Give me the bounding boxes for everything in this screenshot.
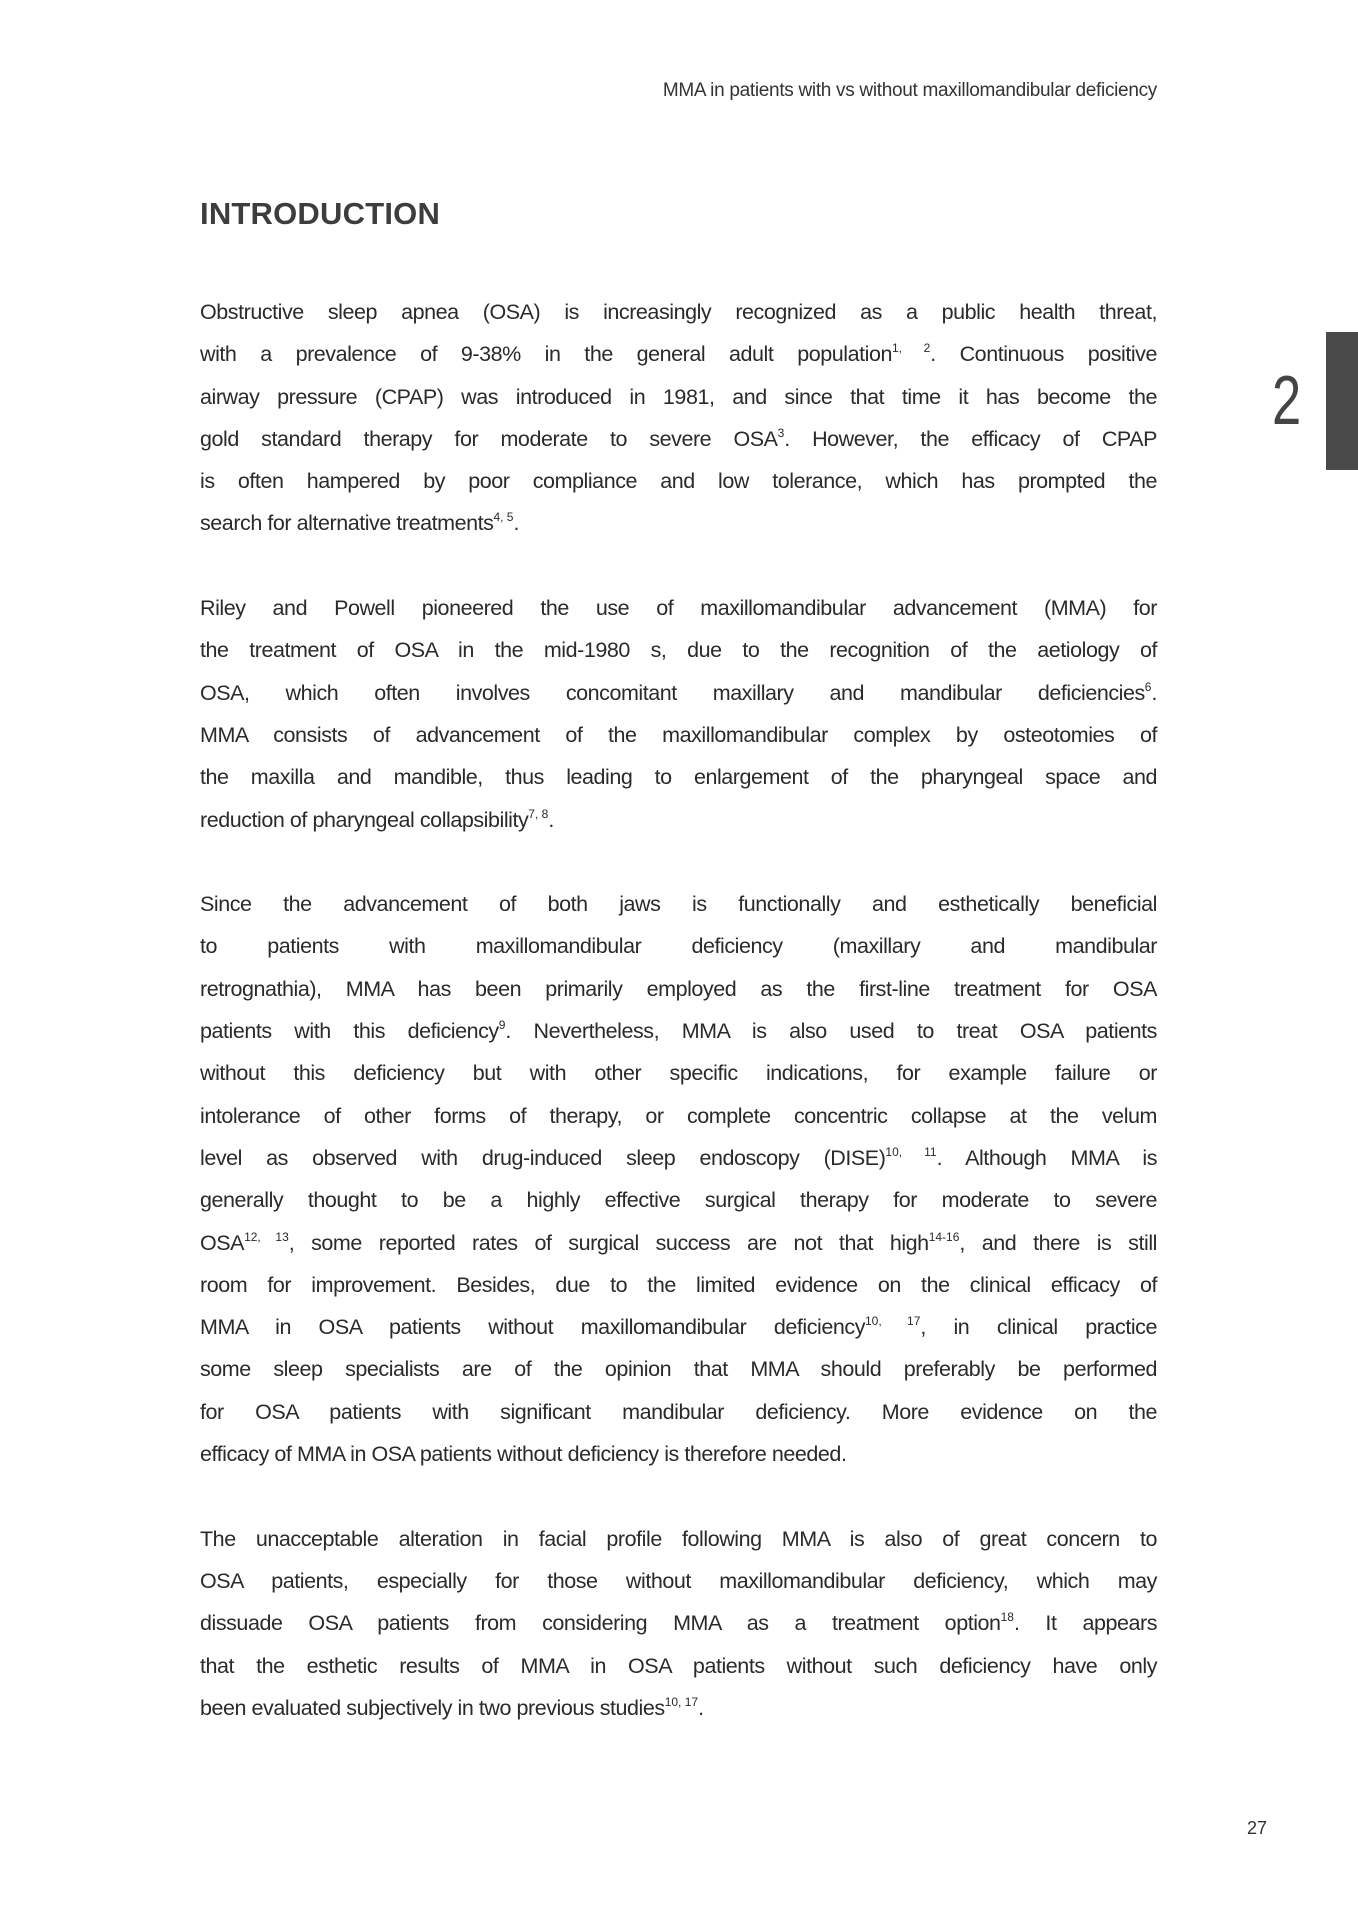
text-run: dissuade OSA patients from considering MMA as a treatment option <box>200 1611 1001 1636</box>
text-line <box>200 756 1157 798</box>
text-line <box>200 1264 1157 1306</box>
chapter-tab <box>1326 332 1358 470</box>
text-run: . <box>1151 680 1157 705</box>
citation-superscript: 10, 11 <box>885 1144 937 1159</box>
citation-superscript: 12, 13 <box>244 1229 289 1244</box>
text-run: Riley and Powell pioneered the use of maxillomandibular advancement (MMA) for <box>200 596 1157 621</box>
text-run: MMA in OSA patients without maxillomandibular deficiency <box>200 1315 865 1340</box>
running-header: MMA in patients with vs without maxillomandibular deficiency <box>662 80 1157 101</box>
text-run: OSA patients, especially for those without maxillomandibular deficiency, which may <box>200 1568 1157 1593</box>
text-run: intolerance of other forms of therapy, or complete concentric collapse at the velum <box>200 1103 1157 1128</box>
text-line <box>200 587 1157 629</box>
text-run: . It appears <box>1013 1611 1157 1636</box>
section-heading: INTRODUCTION <box>200 196 441 231</box>
citation-superscript: 6 <box>1144 679 1152 694</box>
citation-superscript: 7, 8 <box>528 806 549 821</box>
text-run: . <box>513 511 520 536</box>
text-line <box>200 1222 1157 1264</box>
text-line <box>200 1137 1157 1179</box>
citation-superscript: 4, 5 <box>493 510 514 525</box>
body-text <box>200 291 1157 1771</box>
text-run: that the esthetic results of MMA in OSA patients without such deficiency have only <box>200 1653 1157 1678</box>
text-line <box>200 376 1157 418</box>
paragraph <box>200 883 1157 1475</box>
text-run: search for alternative treatments <box>200 511 494 536</box>
text-run: level as observed with drug-induced sleep endoscopy (DISE) <box>200 1145 886 1170</box>
text-line <box>200 333 1157 375</box>
text-line <box>200 460 1157 502</box>
text-line <box>200 1348 1157 1390</box>
citation-superscript: 10, 17 <box>664 1694 699 1709</box>
text-line <box>200 418 1157 460</box>
text-line <box>200 799 1157 841</box>
text-line <box>200 1391 1157 1433</box>
text-line <box>200 1179 1157 1221</box>
paragraph <box>200 1518 1157 1729</box>
text-line <box>200 1095 1157 1137</box>
text-run: patients with this deficiency <box>200 1019 499 1044</box>
citation-superscript: 9 <box>498 1018 506 1033</box>
text-run: . Continuous positive <box>930 342 1157 367</box>
text-run: Obstructive sleep apnea (OSA) is increasingly recognized as a public health threat, <box>200 300 1157 324</box>
text-line <box>200 502 1157 544</box>
citation-superscript: 3 <box>777 425 785 440</box>
text-run: Since the advancement of both jaws is functionally and esthetically beneficial <box>200 892 1157 917</box>
text-run: MMA consists of advancement of the maxillomandibular complex by osteotomies of <box>200 722 1157 747</box>
text-run: . However, the efficacy of CPAP <box>784 426 1157 451</box>
text-line <box>200 968 1157 1010</box>
text-line <box>200 672 1157 714</box>
text-run: . <box>548 807 554 832</box>
paragraph <box>200 587 1157 841</box>
citation-superscript: 1, 2 <box>891 341 931 356</box>
text-run: generally thought to be a highly effective surgical therapy for moderate to severe <box>200 1188 1157 1213</box>
text-run: . Although MMA is <box>936 1145 1158 1170</box>
text-run: is often hampered by poor compliance and low tolerance, which has prompted the <box>200 469 1157 494</box>
text-run: without this deficiency but with other specific indications, for example failure or <box>200 1061 1157 1086</box>
text-line <box>200 1052 1157 1094</box>
text-run: the maxilla and mandible, thus leading to enlargement of the pharyngeal space and <box>200 765 1157 790</box>
citation-superscript: 10, 17 <box>865 1314 921 1329</box>
text-run: to patients with maxillomandibular deficiency (maxillary and mandibular <box>200 934 1157 959</box>
text-run: . <box>698 1695 704 1720</box>
text-line <box>200 1645 1157 1687</box>
text-run: The unacceptable alteration in facial profile following MMA is also of great concern to <box>200 1526 1157 1551</box>
text-line <box>200 714 1157 756</box>
text-run: for OSA patients with significant mandibular deficiency. More evidence on the <box>200 1399 1157 1424</box>
citation-superscript: 14-16 <box>928 1229 960 1244</box>
text-run: , and there is still <box>959 1230 1157 1255</box>
text-run: . Nevertheless, MMA is also used to treat OSA patients <box>505 1019 1157 1044</box>
page-number: 27 <box>1247 1818 1268 1838</box>
text-line <box>200 1518 1157 1560</box>
text-line <box>200 1560 1157 1602</box>
text-run: been evaluated subjectively in two previous studies <box>200 1695 665 1720</box>
citation-superscript: 18 <box>1000 1610 1014 1625</box>
chapter-number: 2 <box>1272 361 1302 439</box>
text-run: , some reported rates of surgical success are not that high <box>288 1230 929 1255</box>
text-line <box>200 1687 1157 1729</box>
text-run: the treatment of OSA in the mid-1980 s, due to the recognition of the aetiology of <box>200 638 1157 663</box>
text-line <box>200 291 1157 333</box>
text-run: some sleep specialists are of the opinion that MMA should preferably be performed <box>200 1357 1157 1382</box>
text-line <box>200 925 1157 967</box>
text-run: OSA, which often involves concomitant maxillary and mandibular deficiencies <box>200 680 1145 705</box>
text-line <box>200 883 1157 925</box>
text-run: gold standard therapy for moderate to severe OSA <box>200 426 778 451</box>
text-run: room for improvement. Besides, due to the limited evidence on the clinical efficacy of <box>200 1272 1157 1297</box>
paragraph <box>200 291 1157 545</box>
text-run: airway pressure (CPAP) was introduced in 1981, and since that time it has become the <box>200 384 1157 409</box>
text-line <box>200 1010 1157 1052</box>
text-line <box>200 1306 1157 1348</box>
text-line <box>200 629 1157 671</box>
text-run: with a prevalence of 9-38% in the general adult population <box>200 342 892 367</box>
text-run: OSA <box>200 1230 245 1255</box>
text-run: , in clinical practice <box>920 1315 1157 1340</box>
text-line <box>200 1602 1157 1644</box>
text-line <box>200 1433 1157 1475</box>
text-run: retrognathia), MMA has been primarily employed as the first-line treatment for OSA <box>200 976 1157 1001</box>
text-run: efficacy of MMA in OSA patients without deficiency is therefore needed. <box>200 1442 847 1467</box>
text-run: reduction of pharyngeal collapsibility <box>200 807 529 832</box>
